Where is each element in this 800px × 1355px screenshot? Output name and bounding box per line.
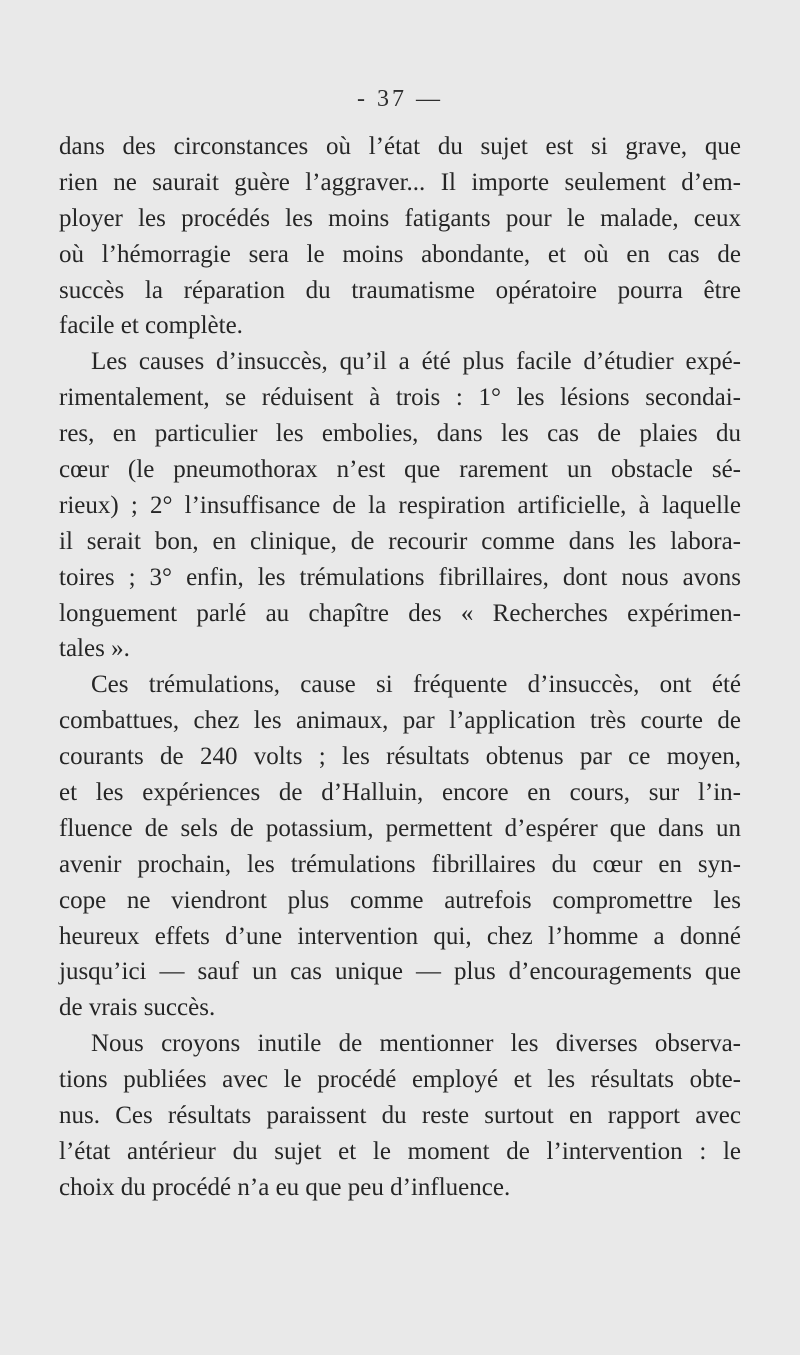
text-line: res, en particulier les embolies, dans les cas de plaies du: [59, 420, 741, 448]
text-line: facile et complète.: [59, 312, 243, 340]
text-line: tales ».: [59, 635, 130, 663]
text-line: avenir prochain, les trémulations fibrillaires du cœur en syn-: [59, 850, 741, 878]
text-line: ployer les procédés les moins fatigants pour le malade, ceux: [59, 204, 741, 232]
text-line: rieux) ; 2° l’insuffisance de la respiration artificielle, à laquelle: [59, 491, 741, 519]
text-line: rien ne saurait guère l’aggraver... Il importe seulement d’em-: [59, 168, 741, 196]
paragraph-4: [59, 1026, 741, 1205]
text-line: Ces trémulations, cause si fréquente d’insuccès, ont été: [91, 671, 741, 699]
text-line: dans des circonstances où l’état du sujet est si grave, que: [59, 133, 741, 160]
text-line: Les causes d’insuccès, qu’il a été plus facile d’étudier expé-: [91, 348, 741, 376]
text-line: rimentalement, se réduisent à trois : 1° les lésions secondai-: [59, 384, 741, 412]
paragraph-3: [59, 667, 741, 1026]
text-line: où l’hémorragie sera le moins abondante, et où en cas de: [59, 240, 741, 268]
text-line: tions publiées avec le procédé employé et les résultats obte-: [59, 1066, 741, 1094]
text-line: et les expériences de d’Halluin, encore en cours, sur l’in-: [59, 779, 741, 807]
text-line: Nous croyons inutile de mentionner les diverses observa-: [91, 1030, 741, 1058]
text-line: choix du procédé n’a eu que peu d’influence.: [59, 1173, 511, 1201]
text-line: heureux effets d’une intervention qui, chez l’homme a donné: [59, 922, 741, 950]
text-line: longuement parlé au chapître des « Recherches expérimen-: [59, 599, 741, 627]
text-line: de vrais succès.: [59, 994, 216, 1022]
text-line: combattues, chez les animaux, par l’application très courte de: [59, 707, 741, 735]
paragraph-1: [59, 129, 741, 344]
text-line: courants de 240 volts ; les résultats obtenus par ce moyen,: [59, 743, 741, 771]
body-text: [59, 129, 741, 1206]
text-line: il serait bon, en clinique, de recourir comme dans les labora-: [59, 527, 741, 555]
text-line: succès la réparation du traumatisme opératoire pourra être: [59, 276, 741, 304]
text-line: nus. Ces résultats paraissent du reste surtout en rapport avec: [59, 1102, 741, 1130]
paragraph-2: [59, 344, 741, 667]
text-line: fluence de sels de potassium, permettent d’espérer que dans un: [59, 814, 741, 842]
text-line: cœur (le pneumothorax n’est que rarement un obstacle sé-: [59, 456, 741, 484]
text-line: l’état antérieur du sujet et le moment de l’intervention : le: [59, 1137, 741, 1165]
text-line: toires ; 3° enfin, les trémulations fibrillaires, dont nous avons: [59, 563, 741, 591]
text-line: jusqu’ici — sauf un cas unique — plus d’encouragements que: [59, 958, 741, 986]
text-line: cope ne viendront plus comme autrefois compromettre les: [59, 886, 741, 914]
page-number: - 37 —: [357, 86, 443, 112]
